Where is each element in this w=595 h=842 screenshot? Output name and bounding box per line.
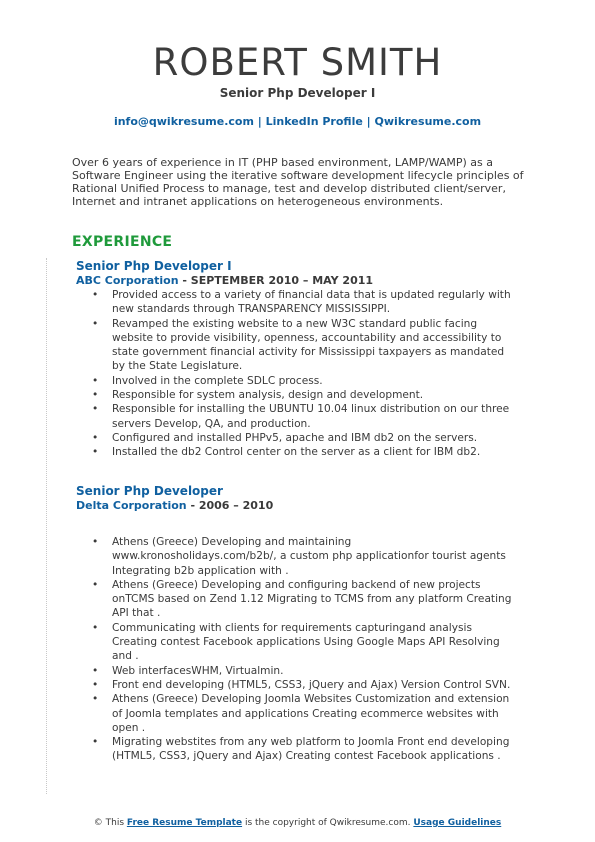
website-link[interactable]: Qwikresume.com [374, 115, 482, 128]
job-bullets [76, 535, 516, 764]
candidate-title: Senior Php Developer I [219, 86, 376, 100]
usage-guidelines-link[interactable]: Usage Guidelines [413, 818, 502, 828]
summary-paragraph: Over 6 years of experience in IT (PHP based environment, LAMP/WAMP) as a Software Engineer using the iterative software development lifecycle principles of Rational Unified Process to manage, test and develop distributed client/server, Internet and intranet applications on heterogeneous environments. [72, 156, 524, 208]
job-entry [76, 484, 516, 764]
job-bullet: • Revamped the existing website to a new W3C standard public facing website to provide visibility, openness, accountability and accessibility to state government financial activity for Mississippi taxpayers as mandated by the State Legislature. [76, 317, 516, 374]
free-resume-template-link[interactable]: Free Resume Template [126, 818, 243, 828]
job-company-line [76, 274, 516, 288]
contact-separator: | [366, 115, 371, 128]
job-company: ABC Corporation [76, 274, 179, 287]
job-bullet: • Front end developing (HTML5, CSS3, jQuery and Ajax) Version Control SVN. [76, 678, 516, 692]
job-bullet: • Installed the db2 Control center on the server as a client for IBM db2. [76, 445, 516, 459]
linkedin-link[interactable]: LinkedIn Profile [265, 115, 363, 128]
job-company: Delta Corporation [76, 499, 187, 512]
job-entry [76, 259, 516, 460]
job-dates: - 2006 – 2010 [186, 499, 274, 512]
job-bullet: • Athens (Greece) Developing and maintaining www.kronosholidays.com/b2b/, a custom php applicationfor tourist agents Integrating b2b application with . [76, 535, 516, 578]
candidate-name: ROBERT SMITH [152, 41, 443, 84]
footer-middle: is the copyright of Qwikresume.com. [242, 818, 414, 828]
job-bullet: • Web interfacesWHM, Virtualmin. [76, 664, 516, 678]
contact-separator: | [257, 115, 262, 128]
job-dates: - SEPTEMBER 2010 – MAY 2011 [178, 274, 374, 287]
footer-copyright [0, 817, 595, 829]
contact-line [0, 115, 595, 129]
job-bullet: • Migrating webstites from any web platform to Joomla Front end developing (HTML5, CSS3, jQuery and Ajax) Creating contest Facebook applications . [76, 735, 516, 764]
footer-prefix: © This [93, 818, 127, 828]
job-bullet: • Responsible for installing the UBUNTU 10.04 linux distribution on our three servers Develop, QA, and production. [76, 402, 516, 431]
job-bullet: • Communicating with clients for requirements capturingand analysis Creating contest Facebook applications Using Google Maps API Resolving and . [76, 621, 516, 664]
job-bullet: • Provided access to a variety of financial data that is updated regularly with new standards through TRANSPARENCY MISSISSIPPI. [76, 288, 516, 317]
job-company-line [76, 499, 516, 513]
job-bullet: • Athens (Greece) Developing Joomla Websites Customization and extension of Joomla templates and applications Creating ecommerce websites with open . [76, 692, 516, 735]
job-bullet: • Athens (Greece) Developing and configuring backend of new projects onTCMS based on Zend 1.12 Migrating to TCMS from any platform Creating API that . [76, 578, 516, 621]
email-link[interactable]: info@qwikresume.com [113, 115, 254, 128]
job-role: Senior Php Developer [76, 484, 223, 498]
job-bullet: • Responsible for system analysis, design and development. [76, 388, 516, 402]
job-bullet: • Involved in the complete SDLC process. [76, 374, 516, 388]
timeline-divider [46, 258, 47, 794]
job-bullet: • Configured and installed PHPv5, apache and IBM db2 on the servers. [76, 431, 516, 445]
job-role: Senior Php Developer I [76, 259, 232, 273]
job-bullets [76, 288, 516, 460]
experience-heading: EXPERIENCE [72, 234, 173, 250]
